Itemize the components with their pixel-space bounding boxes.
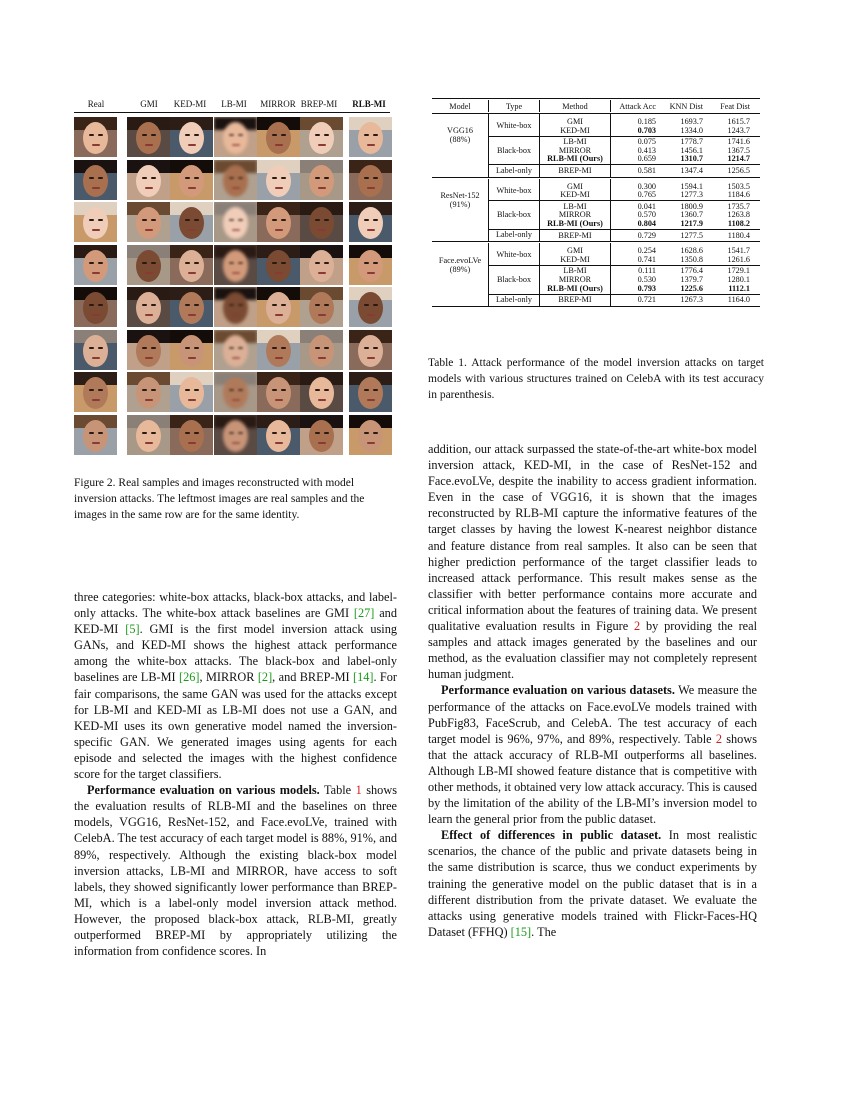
citation-link[interactable]: [14] [352, 670, 374, 685]
table-header-type: Type [505, 102, 523, 111]
table-cell-feat-dist: 1184.6 [727, 190, 750, 200]
table1-caption: Table 1. Attack performance of the model inversion attacks on target models with various structures trained on CelebA with its test accuracy in parenthesis. [428, 357, 764, 401]
paragraph-heading: Performance evaluation on various models. [87, 783, 320, 798]
table-column-separator [539, 243, 540, 306]
text-run: three categories: white-box attacks, black-box attacks, and label-only attacks. The white-box attack baselines are GMI [74, 590, 397, 621]
table-row-separator [489, 200, 760, 201]
text-run: addition, our attack surpassed the state-of-the-art white-box model inversion attack, KED-MI, in the case of ResNet-152 and Face.evoLVe, despite the inability to access gradient information. Even in the case of VGG16, it is shown that the images reconstructed by RLB-MI capture the informative features of the target classes by having the lowest K-nearest neighbor distance and feature distance from real samples. It also can be seen that higher prediction performance of the target classifier leads to increased attack performance. This result makes sense as the classifier with better performance contains more accurate and critical information about the features of training data. We present qualitative evaluation results in Figure [428, 442, 757, 634]
face-image [74, 415, 117, 455]
text-run: , MIRROR [199, 670, 258, 685]
face-image [257, 117, 300, 157]
table-column-separator [610, 100, 611, 112]
face-image [74, 287, 117, 327]
table-cell-feat-dist: 1214.7 [727, 154, 750, 164]
figure2-header-mirror: MIRROR [260, 99, 296, 109]
text-run: Table [319, 783, 356, 798]
face-image [214, 245, 257, 285]
table-cell-type: Black-box [496, 210, 532, 220]
table-cell-method: GMI [567, 246, 583, 256]
face-image [257, 160, 300, 200]
right-paragraph-2 [428, 682, 757, 827]
table-cell-knn-dist: 1456.1 [680, 145, 703, 155]
table-cell-attack-acc: 0.729 [637, 230, 656, 240]
face-image [349, 415, 392, 455]
face-image [214, 202, 257, 242]
face-image [257, 245, 300, 285]
citation-link[interactable]: [26] [179, 670, 200, 685]
table-column-separator [539, 179, 540, 242]
text-run: . The [531, 924, 557, 939]
table-cell-method: RLB-MI (Ours) [547, 154, 603, 164]
table-rule [432, 306, 760, 307]
table-cell-feat-dist: 1735.7 [727, 201, 750, 211]
figure2-header-lb-mi: LB-MI [221, 99, 247, 109]
table-rule [432, 113, 760, 114]
table-cell-attack-acc: 0.765 [637, 190, 656, 200]
figure2-header-rule [74, 112, 390, 113]
table-cell-method: MIRROR [558, 275, 592, 284]
face-image [74, 202, 117, 242]
table-column-separator [539, 100, 540, 112]
table-cell-feat-dist: 1243.7 [727, 125, 750, 135]
face-image [257, 287, 300, 327]
table-header-feat-dist: Feat Dist [720, 102, 750, 111]
table-cell-method: LB-MI [563, 266, 587, 276]
table-cell-feat-dist: 1615.7 [727, 117, 750, 126]
table-cell-method: BREP-MI [558, 230, 592, 240]
face-image [300, 415, 343, 455]
face-image [349, 372, 392, 412]
text-run: . GMI is the first model inversion attack using GANs, and KED-MI shows the highest attack performance among the white-box attacks. The black-box and label-only baselines are LB-MI [74, 622, 397, 685]
face-image [170, 202, 213, 242]
table-cell-attack-acc: 0.185 [637, 117, 656, 126]
table-cell-type: Label-only [496, 295, 532, 304]
table-cell-attack-acc: 0.041 [637, 201, 656, 211]
face-image [349, 202, 392, 242]
table-cell-feat-dist: 1503.5 [727, 181, 750, 191]
table-rule [432, 177, 760, 178]
table-header-model: Model [449, 102, 471, 111]
table-cell-method: RLB-MI (Ours) [547, 283, 603, 293]
face-image [214, 160, 257, 200]
table-cell-knn-dist: 1360.7 [680, 210, 703, 220]
citation-link[interactable]: [15] [510, 924, 532, 939]
table-cell-attack-acc: 0.075 [637, 137, 656, 147]
figure2-header-real: Real [87, 99, 105, 109]
table-cell-attack-acc: 0.721 [637, 295, 656, 305]
face-image [257, 372, 300, 412]
text-run: We measure the performance of the attacks on Face.evoLVe models trained with PubFig83, FaceScrub, and CelebA. The test accuracy of each target model is 96%, 97%, and 89%, respectively. Table [428, 683, 757, 746]
face-image [257, 415, 300, 455]
cross-reference-link[interactable]: 2 [634, 619, 641, 634]
face-image [349, 245, 392, 285]
table-cell-type: White-box [496, 185, 532, 195]
face-image [300, 160, 343, 200]
paragraph-heading: Performance evaluation on various datasets. [441, 683, 675, 698]
table-cell-attack-acc: 0.570 [637, 210, 656, 220]
table-cell-attack-acc: 0.793 [637, 283, 656, 293]
table-cell-method: KED-MI [560, 125, 590, 135]
citation-link[interactable]: [5] [125, 622, 140, 637]
left-column-text [74, 589, 397, 959]
citation-link[interactable]: [2] [257, 670, 273, 685]
face-image [127, 160, 170, 200]
figure2-header-rlb-mi: RLB-MI [352, 99, 386, 109]
table-cell-method: LB-MI [563, 137, 587, 147]
table-cell-model: ResNet-152 [440, 190, 480, 200]
table-cell-knn-dist: 1594.1 [680, 181, 703, 191]
right-paragraph-3 [428, 827, 757, 940]
table-cell-type: White-box [496, 121, 532, 131]
table-cell-method: MIRROR [558, 210, 592, 220]
table-cell-knn-dist: 1217.9 [680, 219, 703, 228]
face-image [214, 117, 257, 157]
table-cell-knn-dist: 1267.3 [680, 295, 703, 305]
table-cell-knn-dist: 1347.4 [680, 166, 703, 175]
text-run: . For fair comparisons, the same GAN was used for the attacks except for LB-MI and KED-MI as LB-MI does not use a GAN, and KED-MI uses its own generative model named the inversion-specific GAN. We generated images using agents for each episode and selected the images with the highest confidence score for the target classifiers. [74, 670, 397, 782]
cross-reference-link[interactable]: 1 [355, 783, 362, 798]
face-image [170, 245, 213, 285]
figure2-header-ked-mi: KED-MI [173, 99, 207, 109]
table-cell-type: White-box [496, 250, 532, 260]
figure2-column-headers [74, 99, 394, 113]
left-paragraph-2 [74, 782, 397, 959]
table-rule [432, 241, 760, 242]
table-cell-feat-dist: 1741.6 [727, 137, 750, 147]
face-image [127, 415, 170, 455]
table-column-separator [488, 243, 489, 306]
table-cell-model: VGG16 [447, 126, 473, 136]
table-cell-attack-acc: 0.659 [637, 154, 656, 164]
figure2-header-brep-mi: BREP-MI [300, 99, 338, 109]
table-header-method: Method [562, 102, 588, 111]
table-cell-feat-dist: 1261.6 [727, 254, 750, 264]
table-cell-type: Label-only [496, 230, 532, 240]
table-cell-feat-dist: 1729.1 [727, 266, 750, 276]
table-cell-method: GMI [567, 117, 583, 126]
face-image [170, 287, 213, 327]
text-run: and KED-MI [74, 606, 397, 637]
table-cell-attack-acc: 0.581 [637, 166, 656, 175]
table-cell-attack-acc: 0.530 [637, 275, 656, 284]
face-image [214, 287, 257, 327]
table-row-separator [489, 265, 760, 266]
face-image [214, 372, 257, 412]
table-cell-feat-dist: 1263.8 [727, 210, 750, 220]
face-image [300, 330, 343, 370]
face-image [170, 160, 213, 200]
table-cell-knn-dist: 1225.6 [680, 283, 703, 293]
table-cell-feat-dist: 1108.2 [727, 219, 750, 228]
face-image [127, 287, 170, 327]
table-cell-attack-acc: 0.111 [638, 266, 656, 276]
face-image [214, 330, 257, 370]
face-image [300, 117, 343, 157]
paragraph-heading: Effect of differences in public dataset. [441, 828, 662, 843]
table-column-separator [488, 179, 489, 242]
table-cell-model-accuracy: (89%) [449, 264, 471, 274]
text-run: shows that the attack accuracy of RLB-MI outperforms all baselines. Although LB-MI showed feature distance that is competitive with other methods, it obtained very low attack accuracy. This is caused by the limitation of the ability of the LB-MI’s inversion model to learn the general prior from the public dataset. [428, 731, 757, 827]
table-cell-knn-dist: 1277.3 [680, 190, 703, 200]
table-cell-knn-dist: 1693.7 [680, 117, 703, 126]
table-cell-type: Label-only [496, 165, 532, 175]
table-cell-method: LB-MI [563, 201, 587, 211]
face-image [127, 117, 170, 157]
table-cell-knn-dist: 1778.7 [680, 137, 703, 147]
face-image [349, 160, 392, 200]
face-image [74, 330, 117, 370]
table-cell-attack-acc: 0.804 [637, 219, 656, 228]
face-image [300, 202, 343, 242]
table-cell-attack-acc: 0.703 [637, 125, 656, 135]
face-image [300, 372, 343, 412]
text-run: , and BREP-MI [272, 670, 353, 685]
table-cell-attack-acc: 0.300 [637, 181, 656, 191]
right-paragraph-1 [428, 441, 757, 682]
citation-link[interactable]: [27] [353, 606, 375, 621]
face-image [170, 415, 213, 455]
table-cell-feat-dist: 1541.7 [727, 246, 750, 256]
table-cell-knn-dist: 1628.6 [680, 246, 703, 256]
figure2-header-gmi: GMI [140, 99, 158, 109]
face-image [170, 330, 213, 370]
table-cell-knn-dist: 1277.5 [680, 230, 703, 240]
table-cell-method: MIRROR [558, 145, 592, 155]
table-cell-type: Black-box [496, 274, 532, 284]
table-cell-attack-acc: 0.254 [637, 246, 656, 256]
face-image [127, 202, 170, 242]
table-cell-feat-dist: 1256.5 [727, 166, 750, 175]
table-column-separator [610, 243, 611, 306]
table-cell-feat-dist: 1164.0 [727, 295, 750, 305]
table-cell-method: KED-MI [560, 190, 590, 200]
table-cell-attack-acc: 0.413 [637, 145, 656, 155]
table-cell-knn-dist: 1350.8 [680, 254, 703, 264]
table-cell-feat-dist: 1367.5 [727, 145, 750, 155]
table-cell-knn-dist: 1776.4 [680, 266, 703, 276]
figure2-face-grid [74, 117, 392, 457]
face-image [170, 117, 213, 157]
face-image [214, 415, 257, 455]
text-run: shows the evaluation results of RLB-MI and the baselines on three models, VGG16, ResNet-152, and Face.evoLVe, trained with CelebA. The test accuracy of each target model is 88%, 91%, and 89%, respectively. Although the existing black-box model inversion attacks, LB-MI and MIRROR, have access to soft labels, they showed significantly lower performance than BREP-MI, which is a label-only model inversion attack method. However, the proposed black-box attack, RLB-MI, greatly outperformed BREP-MI by appropriately utilizing the information from confidence scores. In [74, 783, 397, 959]
left-paragraph-1 [74, 589, 397, 782]
table-rule [432, 98, 760, 99]
table-row-separator [489, 136, 760, 137]
face-image [127, 330, 170, 370]
table-cell-feat-dist: 1280.1 [727, 275, 750, 284]
table-cell-type: Black-box [496, 145, 532, 155]
right-column-text [428, 441, 757, 940]
table-cell-model: Face.evoLVe [438, 255, 482, 265]
table-cell-knn-dist: 1379.7 [680, 275, 703, 284]
table-cell-method: RLB-MI (Ours) [547, 219, 603, 228]
table-cell-method: KED-MI [560, 254, 590, 264]
face-image [257, 202, 300, 242]
face-image [127, 372, 170, 412]
table-cell-method: GMI [567, 181, 583, 191]
text-run: by providing the real samples and attack images generated by the baselines and our method, as the evaluation classifier may not completely represent human judgment. [428, 619, 757, 682]
face-image [127, 245, 170, 285]
face-image [300, 287, 343, 327]
face-image [74, 372, 117, 412]
table-cell-knn-dist: 1334.0 [680, 125, 703, 135]
table-cell-method: BREP-MI [558, 166, 592, 175]
face-image [300, 245, 343, 285]
table-column-separator [610, 179, 611, 242]
face-image [74, 160, 117, 200]
table-header-knn-dist: KNN Dist [669, 102, 703, 111]
face-image [74, 117, 117, 157]
face-image [74, 245, 117, 285]
face-image [349, 117, 392, 157]
table-cell-knn-dist: 1800.9 [680, 201, 703, 211]
face-image [349, 330, 392, 370]
face-image [170, 372, 213, 412]
table-cell-model-accuracy: (91%) [449, 199, 471, 209]
cross-reference-link[interactable]: 2 [715, 731, 723, 746]
table-cell-knn-dist: 1310.7 [680, 154, 703, 164]
text-run: In most realistic scenarios, the chance of the public and private datasets being in the same distribution is scarce, thus we conduct experiments by training the generative model on the public dataset that is in a different distribution from the private dataset. We evaluate the attacks using generative models trained with Flickr-Faces-HQ Dataset (FFHQ) [428, 828, 757, 939]
table-cell-model-accuracy: (88%) [449, 135, 471, 145]
face-image [257, 330, 300, 370]
figure2-caption: Figure 2. Real samples and images reconstructed with model inversion attacks. The leftmost images are real samples and the images in the same row are for the same identity. [74, 477, 365, 521]
table-cell-method: BREP-MI [558, 295, 592, 305]
table-cell-attack-acc: 0.741 [637, 254, 656, 264]
table-cell-feat-dist: 1112.1 [728, 283, 750, 293]
table-header-attack-acc: Attack Acc [619, 102, 656, 111]
face-image [349, 287, 392, 327]
table-cell-feat-dist: 1180.4 [727, 230, 750, 240]
table-column-separator [488, 100, 489, 112]
table-column-separator [539, 114, 540, 177]
table-column-separator [488, 114, 489, 177]
table-column-separator [610, 114, 611, 177]
